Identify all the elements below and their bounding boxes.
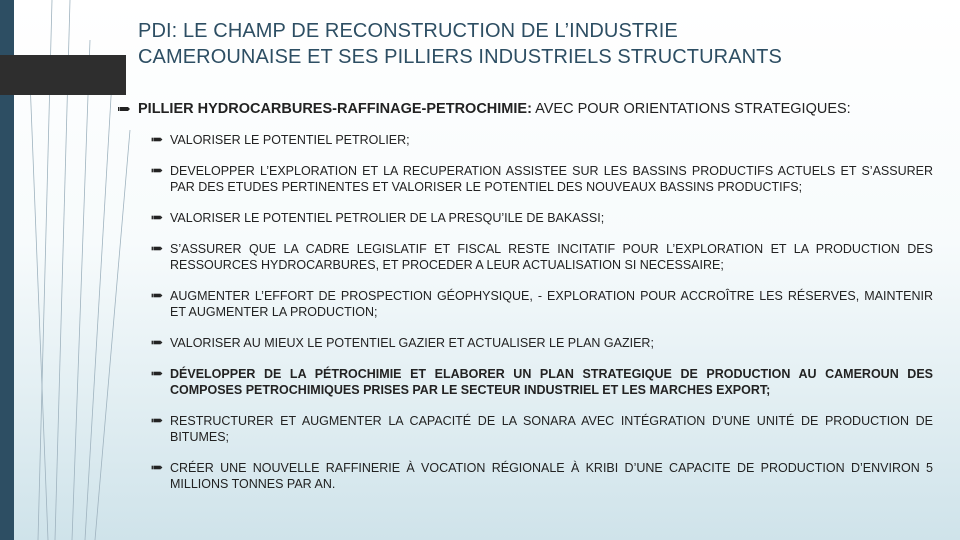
list-item [151,288,933,320]
main-bullet-heading: PILLIER HYDROCARBURES-RAFFINAGE-PETROCHIMIE: [138,101,532,117]
list-item [151,132,933,148]
pencil-icon [151,291,163,300]
list-item-text: DÉVELOPPER DE LA PÉTROCHIMIE ET ELABORER UN PLAN STRATEGIQUE DE PRODUCTION AU CAMEROUN DES COMPOSES PETROCHIMIQUES PRISES PAR LE SECTEUR INDUSTRIEL ET LES MARCHES EXPORT; [170,367,933,397]
list-item [151,366,933,398]
list-item-text: VALORISER AU MIEUX LE POTENTIEL GAZIER ET ACTUALISER LE PLAN GAZIER; [170,336,654,350]
list-item-text: RESTRUCTURER ET AUGMENTER LA CAPACITÉ DE LA SONARA AVEC INTÉGRATION D’UNE UNITÉ DE PRODUCTION DE BITUMES; [170,414,933,444]
list-item-text: DEVELOPPER L’EXPLORATION ET LA RECUPERATION ASSISTEE SUR LES BASSINS PRODUCTIFS ACTUELS ET S’ASSURER PAR DES ETUDES PERTINENTES ET VALORISER LE POTENTIEL DES NOUVEAUX BASSINS PRODUCTIFS; [170,164,933,194]
pencil-icon [151,463,163,472]
list-item [151,163,933,195]
pencil-icon [151,244,163,253]
list-item-text: VALORISER LE POTENTIEL PETROLIER DE LA PRESQU’ILE DE BAKASSI; [170,211,605,225]
list-item-text: CRÉER UNE NOUVELLE RAFFINERIE À VOCATION RÉGIONALE À KRIBI D’UNE CAPACITE DE PRODUCTION D’ENVIRON 5 MILLIONS TONNES PAR AN. [170,461,933,491]
slide-title [138,18,938,70]
pencil-icon [151,166,163,175]
slide-content [118,100,933,507]
list-item-text: AUGMENTER L’EFFORT DE PROSPECTION GÉOPHYSIQUE, - EXPLORATION POUR ACCROÎTRE LES RÉSERVES, MAINTENIR ET AUGMENTER LA PRODUCTION; [170,289,933,319]
list-item-text: VALORISER LE POTENTIEL PETROLIER; [170,133,410,147]
list-item [151,413,933,445]
pencil-icon [151,369,163,378]
main-bullet [118,100,933,118]
list-item [151,210,933,226]
title-line-2: CAMEROUNAISE ET SES PILLIERS INDUSTRIELS STRUCTURANTS [138,46,782,68]
sub-bullet-list [118,132,933,492]
pencil-icon [151,213,163,222]
list-item [151,241,933,273]
list-item [151,460,933,492]
pencil-icon [151,338,163,347]
list-item [151,335,933,351]
pencil-icon [118,104,130,114]
pencil-icon [151,416,163,425]
title-line-1: PDI: LE CHAMP DE RECONSTRUCTION DE L’INDUSTRIE [138,20,678,42]
list-item-text: S’ASSURER QUE LA CADRE LEGISLATIF ET FISCAL RESTE INCITATIF POUR L’EXPLORATION ET LA PRODUCTION DES RESSOURCES HYDROCARBURES, ET PROCEDER A LEUR ACTUALISATION SI NECESSAIRE; [170,242,933,272]
title-accent-tab [0,55,126,95]
main-bullet-text: AVEC POUR ORIENTATIONS STRATEGIQUES: [531,101,851,117]
pencil-icon [151,135,163,144]
